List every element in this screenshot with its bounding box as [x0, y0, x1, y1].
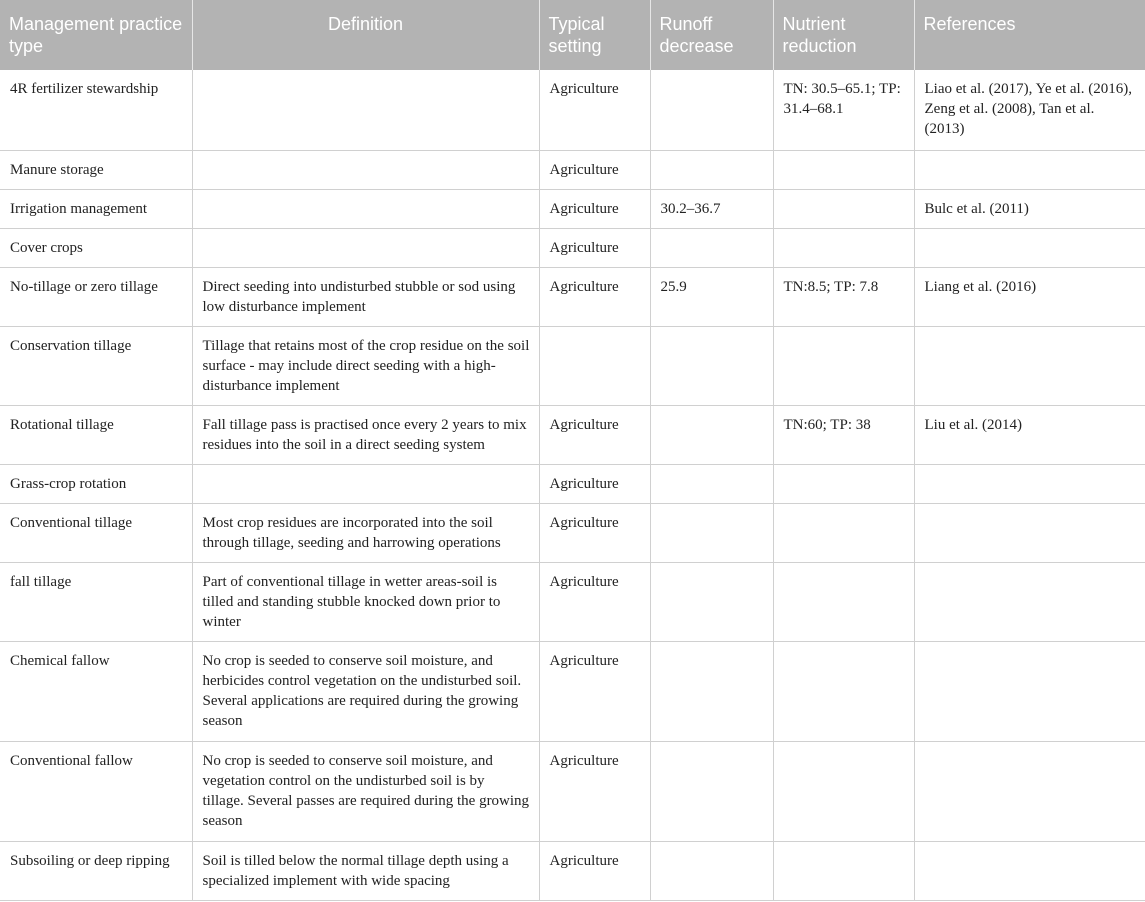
header-runoff-decrease: Runoff decrease	[650, 0, 773, 70]
cell-definition: Soil is tilled below the normal tillage depth using a specialized implement with wide spacing	[192, 841, 539, 900]
cell-definition: Tillage that retains most of the crop residue on the soil surface - may include direct seeding with a high-disturbance implement	[192, 326, 539, 405]
header-row	[0, 0, 1145, 70]
cell-nutrient-reduction	[773, 562, 914, 641]
cell-typical-setting: Agriculture	[539, 641, 650, 741]
cell-practice-type: Irrigation management	[0, 189, 192, 228]
cell-runoff-decrease	[650, 70, 773, 150]
cell-runoff-decrease	[650, 150, 773, 189]
cell-practice-type: fall tillage	[0, 562, 192, 641]
header-references: References	[914, 0, 1145, 70]
cell-references	[914, 464, 1145, 503]
cell-definition: Most crop residues are incorporated into the soil through tillage, seeding and harrowing operations	[192, 503, 539, 562]
cell-typical-setting: Agriculture	[539, 405, 650, 464]
cell-definition	[192, 70, 539, 150]
cell-typical-setting: Agriculture	[539, 267, 650, 326]
table-row	[0, 326, 1145, 405]
cell-typical-setting: Agriculture	[539, 228, 650, 267]
table-body	[0, 70, 1145, 900]
cell-nutrient-reduction	[773, 503, 914, 562]
cell-definition: No crop is seeded to conserve soil moisture, and herbicides control vegetation on the undisturbed soil. Several applications are required during the growing season	[192, 641, 539, 741]
header-definition: Definition	[192, 0, 539, 70]
cell-runoff-decrease	[650, 741, 773, 841]
table-row	[0, 741, 1145, 841]
cell-definition	[192, 189, 539, 228]
cell-nutrient-reduction: TN: 30.5–65.1; TP: 31.4–68.1	[773, 70, 914, 150]
header-typical-setting: Typical setting	[539, 0, 650, 70]
cell-nutrient-reduction	[773, 841, 914, 900]
cell-references: Liu et al. (2014)	[914, 405, 1145, 464]
cell-runoff-decrease	[650, 503, 773, 562]
cell-nutrient-reduction	[773, 326, 914, 405]
cell-nutrient-reduction	[773, 741, 914, 841]
cell-typical-setting: Agriculture	[539, 150, 650, 189]
table-row	[0, 228, 1145, 267]
cell-nutrient-reduction	[773, 464, 914, 503]
cell-typical-setting: Agriculture	[539, 464, 650, 503]
cell-practice-type: Conventional fallow	[0, 741, 192, 841]
cell-typical-setting: Agriculture	[539, 70, 650, 150]
table-row	[0, 841, 1145, 900]
cell-runoff-decrease	[650, 228, 773, 267]
header-nutrient-reduction: Nutrient reduction	[773, 0, 914, 70]
table-row	[0, 464, 1145, 503]
cell-definition: Direct seeding into undisturbed stubble or sod using low disturbance implement	[192, 267, 539, 326]
cell-runoff-decrease	[650, 405, 773, 464]
cell-definition	[192, 228, 539, 267]
cell-runoff-decrease	[650, 326, 773, 405]
cell-runoff-decrease	[650, 562, 773, 641]
cell-typical-setting: Agriculture	[539, 189, 650, 228]
cell-nutrient-reduction	[773, 641, 914, 741]
cell-references: Liao et al. (2017), Ye et al. (2016), Zeng et al. (2008), Tan et al. (2013)	[914, 70, 1145, 150]
table-row	[0, 189, 1145, 228]
cell-references	[914, 641, 1145, 741]
cell-runoff-decrease	[650, 464, 773, 503]
cell-definition: Part of conventional tillage in wetter areas-soil is tilled and standing stubble knocked down prior to winter	[192, 562, 539, 641]
cell-references	[914, 503, 1145, 562]
cell-practice-type: Conservation tillage	[0, 326, 192, 405]
cell-typical-setting: Agriculture	[539, 503, 650, 562]
cell-references	[914, 562, 1145, 641]
cell-references	[914, 326, 1145, 405]
cell-references	[914, 841, 1145, 900]
cell-references: Bulc et al. (2011)	[914, 189, 1145, 228]
cell-nutrient-reduction	[773, 150, 914, 189]
cell-references: Liang et al. (2016)	[914, 267, 1145, 326]
cell-practice-type: Rotational tillage	[0, 405, 192, 464]
cell-typical-setting: Agriculture	[539, 562, 650, 641]
table-row	[0, 405, 1145, 464]
cell-runoff-decrease	[650, 641, 773, 741]
table-row	[0, 267, 1145, 326]
cell-typical-setting: Agriculture	[539, 841, 650, 900]
cell-practice-type: Grass-crop rotation	[0, 464, 192, 503]
cell-practice-type: Chemical fallow	[0, 641, 192, 741]
cell-nutrient-reduction	[773, 189, 914, 228]
cell-typical-setting: Agriculture	[539, 741, 650, 841]
cell-practice-type: No-tillage or zero tillage	[0, 267, 192, 326]
cell-nutrient-reduction: TN:8.5; TP: 7.8	[773, 267, 914, 326]
table-row	[0, 70, 1145, 150]
cell-definition: Fall tillage pass is practised once every 2 years to mix residues into the soil in a direct seeding system	[192, 405, 539, 464]
cell-practice-type: Cover crops	[0, 228, 192, 267]
cell-definition	[192, 464, 539, 503]
cell-runoff-decrease: 30.2–36.7	[650, 189, 773, 228]
cell-references	[914, 741, 1145, 841]
cell-definition	[192, 150, 539, 189]
cell-runoff-decrease: 25.9	[650, 267, 773, 326]
cell-definition: No crop is seeded to conserve soil moisture, and vegetation control on the undisturbed soil is by tillage. Several passes are required during the growing season	[192, 741, 539, 841]
table-row	[0, 562, 1145, 641]
table-row	[0, 641, 1145, 741]
table-header	[0, 0, 1145, 70]
cell-typical-setting	[539, 326, 650, 405]
cell-practice-type: Manure storage	[0, 150, 192, 189]
cell-practice-type: Subsoiling or deep ripping	[0, 841, 192, 900]
cell-nutrient-reduction	[773, 228, 914, 267]
header-practice-type: Management practice type	[0, 0, 192, 70]
cell-practice-type: Conventional tillage	[0, 503, 192, 562]
table-row	[0, 150, 1145, 189]
cell-nutrient-reduction: TN:60; TP: 38	[773, 405, 914, 464]
table-row	[0, 503, 1145, 562]
cell-runoff-decrease	[650, 841, 773, 900]
cell-practice-type: 4R fertilizer stewardship	[0, 70, 192, 150]
cell-references	[914, 228, 1145, 267]
cell-references	[914, 150, 1145, 189]
